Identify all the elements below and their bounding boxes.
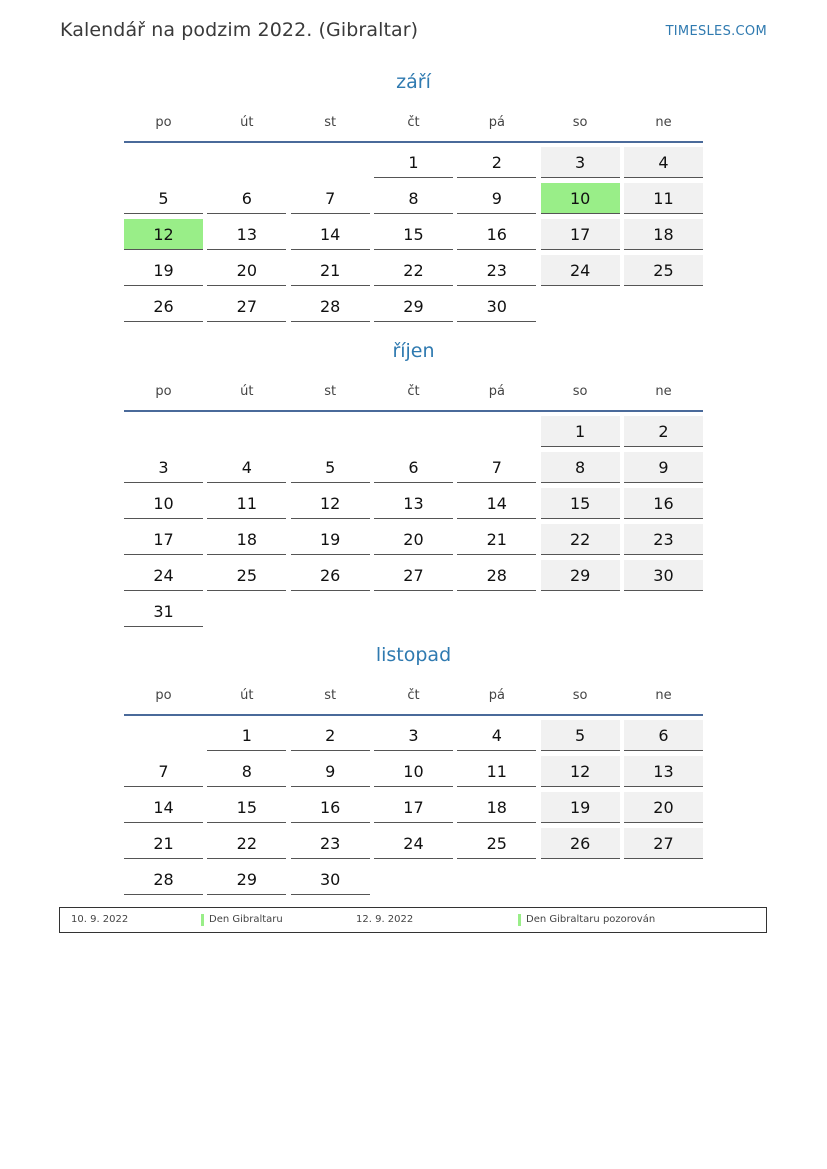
day-cell: 4 (207, 452, 286, 483)
day-cell: 17 (374, 792, 453, 823)
day-cell: 19 (541, 792, 620, 823)
day-cell: 18 (457, 792, 536, 823)
empty-day-cell (457, 416, 536, 446)
weekday-label: st (324, 115, 337, 130)
weekday-label: čt (407, 115, 420, 130)
day-cell: 31 (124, 596, 203, 627)
day-cell: 11 (207, 488, 286, 519)
day-cell: 6 (374, 452, 453, 483)
calendar-month (124, 337, 703, 632)
weekday-label: ne (655, 384, 672, 399)
empty-day-cell (124, 147, 203, 177)
weekday-label: ne (655, 115, 672, 130)
day-cell: 4 (457, 720, 536, 751)
day-cell: 6 (624, 720, 703, 751)
empty-day-cell (291, 416, 370, 446)
legend-date: 12. 9. 2022 (356, 914, 414, 925)
weekday-label: so (572, 688, 588, 703)
day-cell: 5 (124, 183, 203, 214)
day-cell: 12 (291, 488, 370, 519)
weekday-label: út (240, 688, 254, 703)
legend-holiday-name: Den Gibraltaru (209, 914, 283, 925)
day-cell: 22 (374, 255, 453, 286)
legend-swatch (518, 914, 521, 926)
page-title: Kalendář na podzim 2022. (Gibraltar) (60, 19, 419, 41)
weekday-header-row (124, 677, 703, 716)
day-cell: 10 (374, 756, 453, 787)
day-cell: 29 (541, 560, 620, 591)
day-cell: 17 (124, 524, 203, 555)
day-cell: 26 (124, 291, 203, 322)
month-title: září (396, 71, 431, 93)
legend-swatch (201, 914, 204, 926)
weekday-label: pá (488, 688, 505, 703)
day-cell: 5 (291, 452, 370, 483)
day-cell: 24 (541, 255, 620, 286)
day-cell: 29 (207, 864, 286, 895)
day-cell: 4 (624, 147, 703, 178)
day-cell: 15 (541, 488, 620, 519)
day-cell: 24 (374, 828, 453, 859)
holiday-day-cell: 10 (541, 183, 620, 214)
empty-day-cell (124, 720, 203, 750)
day-cell: 18 (624, 219, 703, 250)
weekday-label: út (240, 115, 254, 130)
day-cell: 3 (541, 147, 620, 178)
day-cell: 1 (207, 720, 286, 751)
weekday-label: so (572, 384, 588, 399)
day-cell: 15 (374, 219, 453, 250)
empty-day-cell (207, 147, 286, 177)
weekday-label: ne (655, 688, 672, 703)
day-cell: 19 (124, 255, 203, 286)
day-cell: 27 (207, 291, 286, 322)
day-cell: 6 (207, 183, 286, 214)
day-cell: 7 (457, 452, 536, 483)
day-cell: 11 (624, 183, 703, 214)
day-cell: 30 (291, 864, 370, 895)
day-cell: 14 (457, 488, 536, 519)
day-cell: 8 (374, 183, 453, 214)
day-cell: 22 (541, 524, 620, 555)
weekday-header-row (124, 104, 703, 143)
day-cell: 1 (541, 416, 620, 447)
weekday-label: čt (407, 384, 420, 399)
day-cell: 23 (457, 255, 536, 286)
legend-holiday-name: Den Gibraltaru pozorován (526, 914, 656, 925)
weekday-label: út (240, 384, 254, 399)
day-cell: 13 (207, 219, 286, 250)
weekday-label: st (324, 384, 337, 399)
day-cell: 1 (374, 147, 453, 178)
day-cell: 11 (457, 756, 536, 787)
weekday-header-row (124, 373, 703, 412)
day-cell: 9 (291, 756, 370, 787)
day-cell: 16 (624, 488, 703, 519)
day-cell: 26 (541, 828, 620, 859)
weekday-label: čt (407, 688, 420, 703)
day-cell: 2 (624, 416, 703, 447)
day-cell: 9 (457, 183, 536, 214)
empty-day-cell (291, 147, 370, 177)
weekday-label: pá (488, 384, 505, 399)
day-cell: 17 (541, 219, 620, 250)
legend-date: 10. 9. 2022 (71, 914, 129, 925)
holiday-legend (59, 907, 767, 933)
day-cell: 26 (291, 560, 370, 591)
day-cell: 21 (124, 828, 203, 859)
weekday-label: pá (488, 115, 505, 130)
day-cell: 21 (291, 255, 370, 286)
day-cell: 22 (207, 828, 286, 859)
day-cell: 28 (291, 291, 370, 322)
month-title: říjen (392, 340, 435, 362)
calendar-month (124, 641, 703, 900)
day-cell: 23 (624, 524, 703, 555)
weekday-label: po (155, 115, 172, 130)
day-cell: 14 (124, 792, 203, 823)
calendar-month (124, 68, 703, 327)
weekday-label: po (155, 688, 172, 703)
day-cell: 10 (124, 488, 203, 519)
day-cell: 2 (291, 720, 370, 751)
day-grid (124, 147, 703, 327)
day-cell: 9 (624, 452, 703, 483)
day-cell: 2 (457, 147, 536, 178)
day-cell: 27 (374, 560, 453, 591)
day-cell: 24 (124, 560, 203, 591)
day-cell: 7 (291, 183, 370, 214)
day-cell: 29 (374, 291, 453, 322)
day-cell: 20 (624, 792, 703, 823)
weekday-label: po (155, 384, 172, 399)
day-cell: 15 (207, 792, 286, 823)
holiday-day-cell: 12 (124, 219, 203, 250)
day-cell: 5 (541, 720, 620, 751)
day-cell: 8 (207, 756, 286, 787)
day-cell: 13 (624, 756, 703, 787)
day-cell: 25 (207, 560, 286, 591)
day-cell: 30 (624, 560, 703, 591)
site-link[interactable]: TIMESLES.COM (665, 24, 767, 39)
day-grid (124, 720, 703, 900)
day-cell: 21 (457, 524, 536, 555)
empty-day-cell (124, 416, 203, 446)
day-cell: 25 (457, 828, 536, 859)
day-cell: 23 (291, 828, 370, 859)
day-cell: 30 (457, 291, 536, 322)
day-cell: 27 (624, 828, 703, 859)
day-cell: 8 (541, 452, 620, 483)
day-grid (124, 416, 703, 632)
day-cell: 28 (124, 864, 203, 895)
month-title: listopad (375, 644, 452, 666)
empty-day-cell (374, 416, 453, 446)
empty-day-cell (207, 416, 286, 446)
day-cell: 28 (457, 560, 536, 591)
day-cell: 18 (207, 524, 286, 555)
weekday-label: so (572, 115, 588, 130)
day-cell: 25 (624, 255, 703, 286)
day-cell: 20 (207, 255, 286, 286)
day-cell: 13 (374, 488, 453, 519)
day-cell: 3 (124, 452, 203, 483)
weekday-label: st (324, 688, 337, 703)
day-cell: 3 (374, 720, 453, 751)
day-cell: 14 (291, 219, 370, 250)
day-cell: 16 (291, 792, 370, 823)
day-cell: 16 (457, 219, 536, 250)
day-cell: 7 (124, 756, 203, 787)
day-cell: 12 (541, 756, 620, 787)
day-cell: 19 (291, 524, 370, 555)
day-cell: 20 (374, 524, 453, 555)
